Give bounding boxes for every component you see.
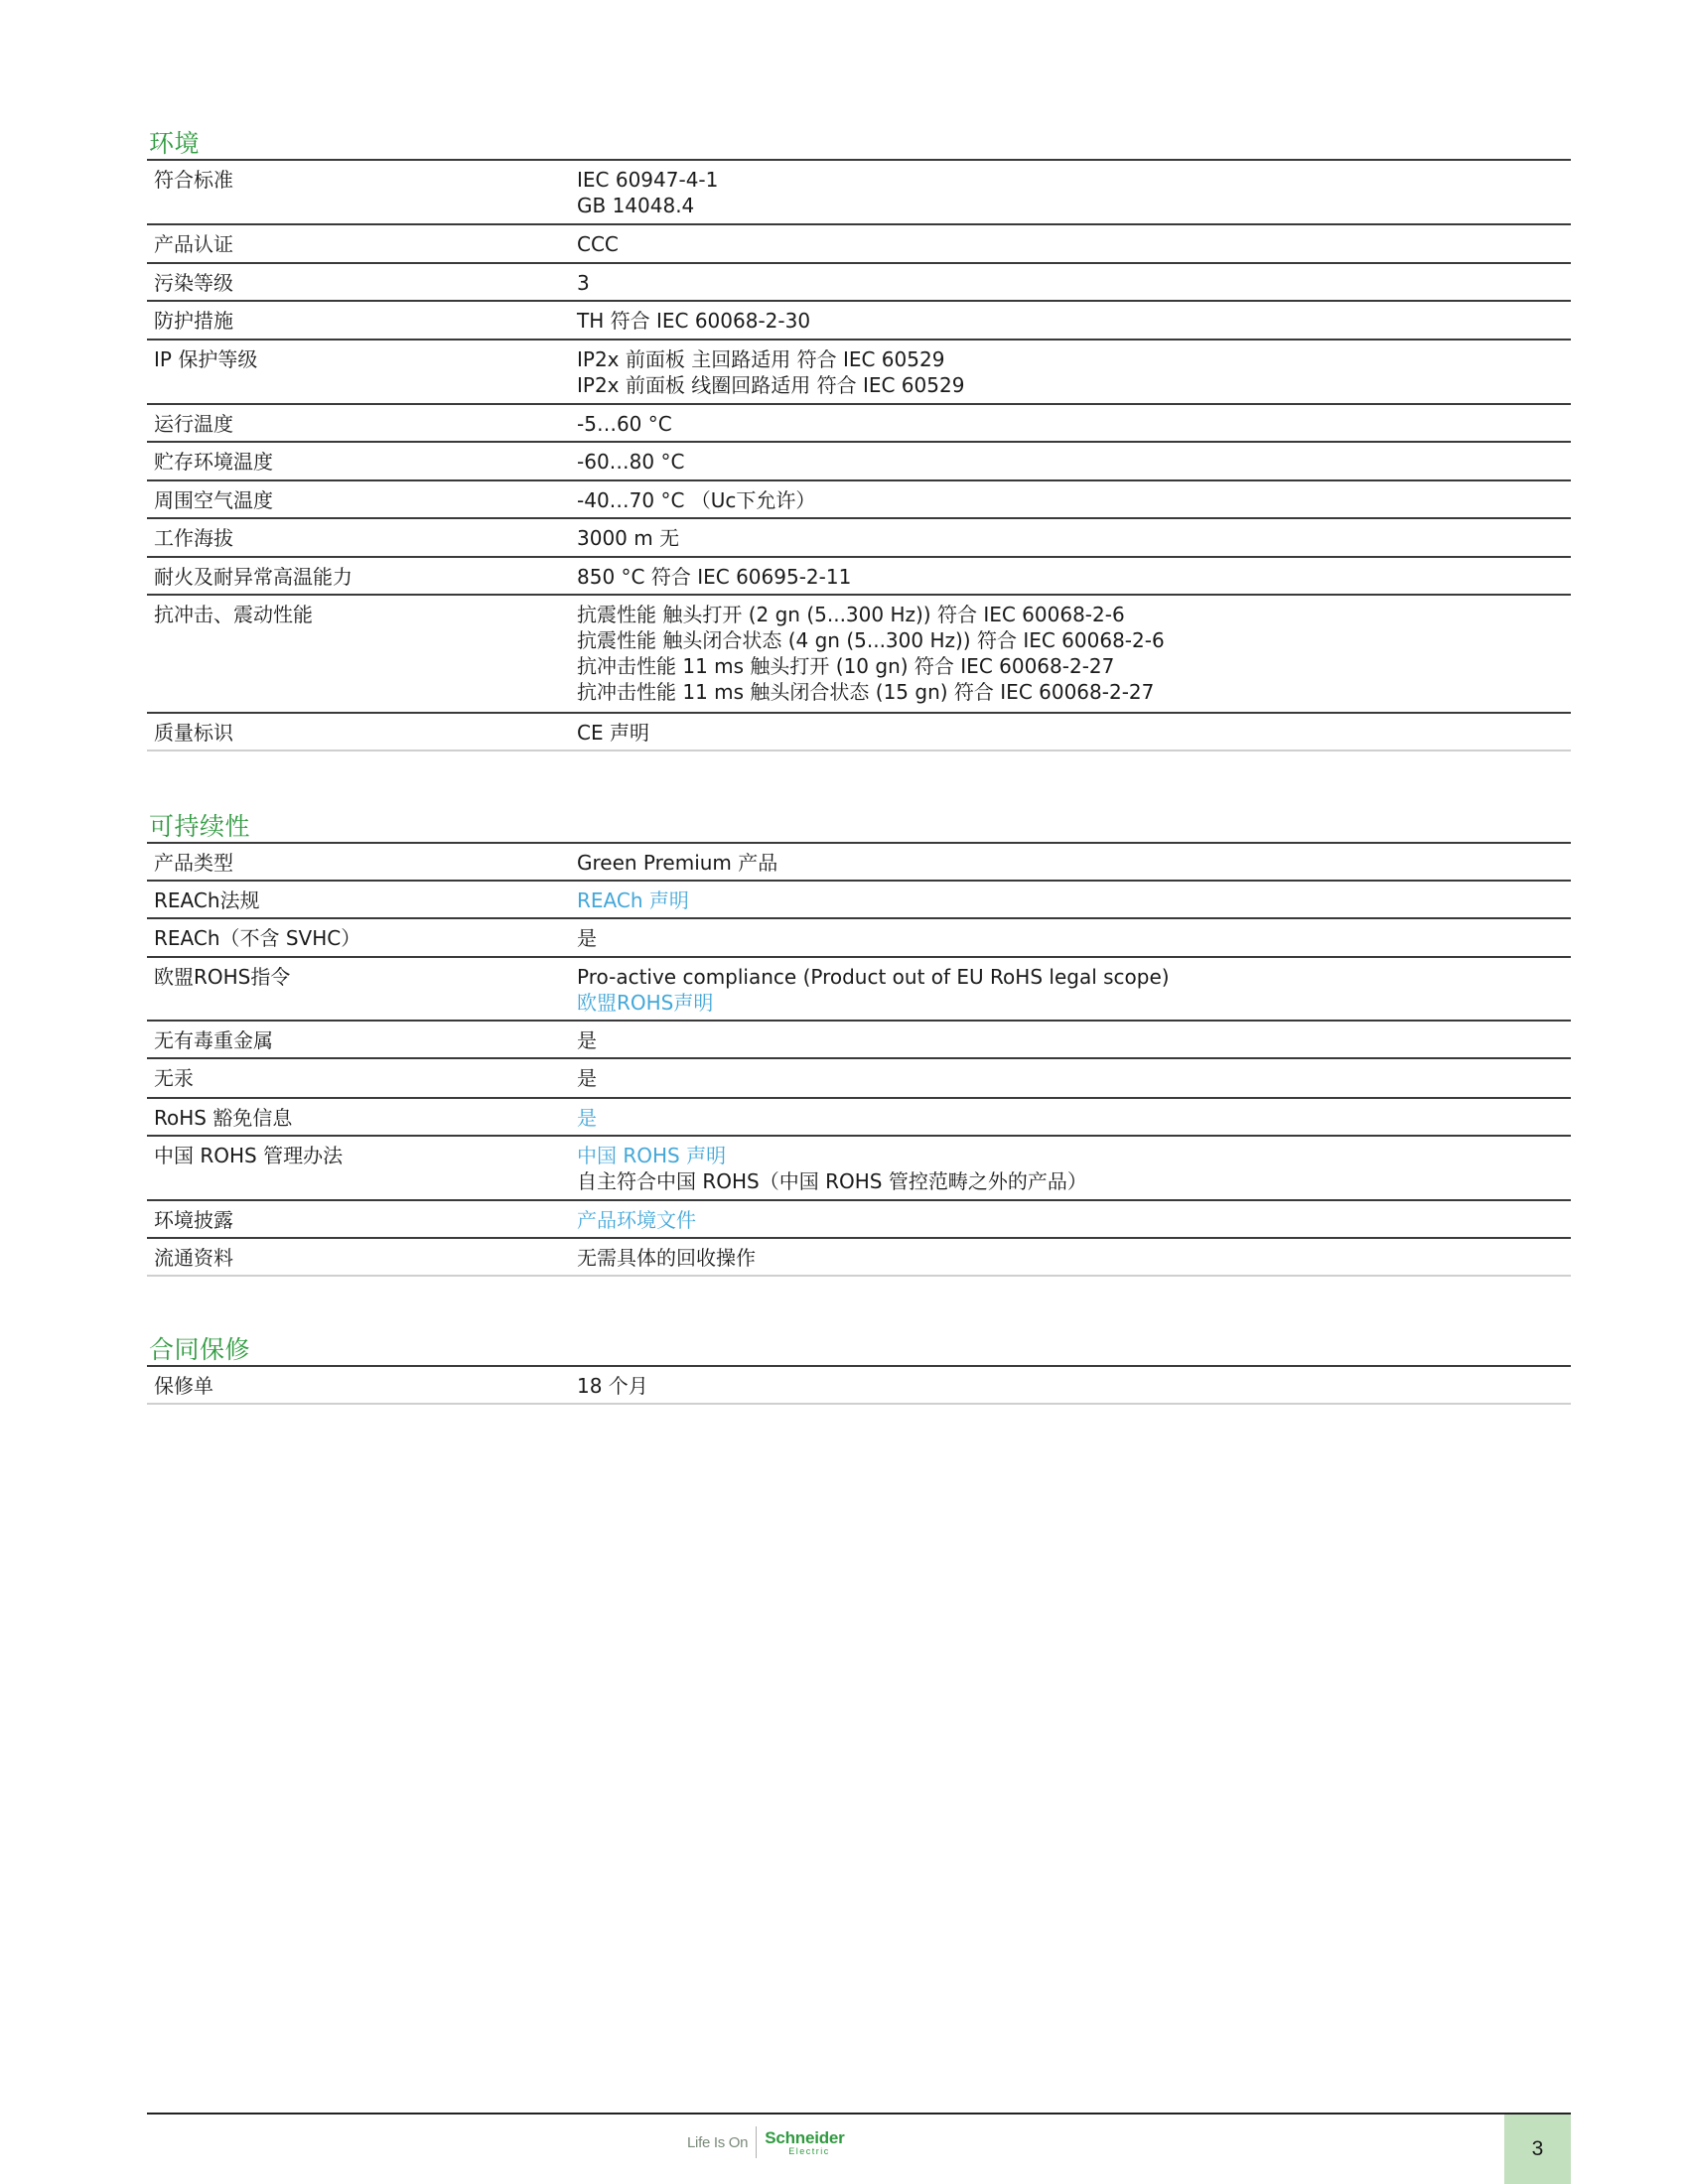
row-label: 贮存环境温度 <box>154 450 273 474</box>
logo-divider <box>756 2126 757 2158</box>
value-line: 自主符合中国 ROHS（中国 ROHS 管控范畴之外的产品） <box>577 1169 1087 1193</box>
value-line: 抗震性能 触头闭合状态 (4 gn (5...300 Hz)) 符合 IEC 60068-2-6 <box>577 628 1165 652</box>
row-label: 质量标识 <box>154 721 233 745</box>
value-line: IP2x 前面板 线圈回路适用 符合 IEC 60529 <box>577 373 965 397</box>
row-value <box>577 308 1571 334</box>
row-label: 运行温度 <box>154 412 233 436</box>
row-label: 周围空气温度 <box>154 488 273 512</box>
value-line: CE 声明 <box>577 721 649 745</box>
value-line: -40…70 °C （Uc下允许） <box>577 488 816 512</box>
row-value <box>577 564 1571 589</box>
page-number: 3 <box>1504 2115 1571 2184</box>
value-line: 抗冲击性能 11 ms 触头打开 (10 gn) 符合 IEC 60068-2-27 <box>577 654 1115 678</box>
row-label: 环境披露 <box>154 1208 233 1232</box>
table-row <box>147 1239 1571 1277</box>
value-line: IEC 60947-4-1 <box>577 168 719 192</box>
section-sustainability <box>147 812 1571 1277</box>
table-row <box>147 341 1571 405</box>
row-value <box>577 925 1571 951</box>
table-row <box>147 919 1571 958</box>
section-environment <box>147 129 1571 751</box>
row-label: IP 保护等级 <box>154 347 258 371</box>
spec-table <box>147 159 1571 751</box>
row-value <box>577 720 1571 745</box>
row-label: 工作海拔 <box>154 526 233 550</box>
row-label: 无汞 <box>154 1066 194 1090</box>
reach-declaration-link[interactable]: REACh 声明 <box>577 888 689 912</box>
table-row <box>147 519 1571 558</box>
table-row <box>147 405 1571 443</box>
row-label: 耐火及耐异常高温能力 <box>154 565 352 589</box>
value-line: 无需具体的回收操作 <box>577 1246 756 1270</box>
table-row <box>147 1201 1571 1239</box>
row-label: 符合标准 <box>154 168 233 192</box>
table-row <box>147 264 1571 302</box>
schneider-logo <box>687 2124 845 2160</box>
row-value <box>577 1065 1571 1092</box>
row-value <box>577 1143 1571 1194</box>
brand-name: Schneider <box>765 2127 845 2147</box>
table-row <box>147 844 1571 882</box>
table-row <box>147 161 1571 225</box>
value-line: TH 符合 IEC 60068-2-30 <box>577 309 811 333</box>
china-rohs-declaration-link[interactable]: 中国 ROHS 声明 <box>577 1144 727 1167</box>
eu-rohs-declaration-link[interactable]: 欧盟ROHS声明 <box>577 991 714 1015</box>
row-label: REACh（不含 SVHC） <box>154 926 361 950</box>
table-row <box>147 1022 1571 1059</box>
row-label: REACh法规 <box>154 888 260 912</box>
table-row <box>147 596 1571 714</box>
section-title: 合同保修 <box>149 1335 251 1364</box>
table-row <box>147 882 1571 919</box>
row-value <box>577 167 1571 218</box>
value-line: 是 <box>577 926 597 950</box>
row-value <box>577 411 1571 436</box>
table-row <box>147 443 1571 481</box>
row-label: 产品类型 <box>154 851 233 875</box>
value-line: -5…60 °C <box>577 412 672 436</box>
section-warranty <box>147 1335 1571 1405</box>
row-value <box>577 887 1571 912</box>
value-line: Pro-active compliance (Product out of EU RoHS legal scope) <box>577 965 1170 989</box>
spec-table <box>147 842 1571 1277</box>
table-row <box>147 1059 1571 1099</box>
row-value <box>577 231 1571 257</box>
product-environment-file-link[interactable]: 产品环境文件 <box>577 1208 696 1232</box>
row-label: 抗冲击、震动性能 <box>154 603 313 626</box>
value-line: CCC <box>577 232 619 256</box>
value-line: 是 <box>577 1028 597 1052</box>
row-label: 保修单 <box>154 1374 213 1398</box>
brand-sub: Electric <box>788 2145 830 2156</box>
row-value <box>577 964 1571 1015</box>
value-line: 3 <box>577 271 590 295</box>
row-value <box>577 270 1571 295</box>
brand-wordmark <box>765 2129 844 2156</box>
value-line: 850 °C 符合 IEC 60695-2-11 <box>577 565 852 589</box>
row-value <box>577 850 1571 875</box>
value-line: 3000 m 无 <box>577 526 680 550</box>
row-label: 污染等级 <box>154 271 233 295</box>
table-row <box>147 1367 1571 1405</box>
life-is-on-tagline: Life Is On <box>687 2133 749 2151</box>
table-row <box>147 714 1571 751</box>
row-value <box>577 602 1571 707</box>
value-line: -60…80 °C <box>577 450 685 474</box>
row-label: 欧盟ROHS指令 <box>154 965 291 989</box>
table-row <box>147 1137 1571 1201</box>
table-row <box>147 958 1571 1022</box>
section-title: 可持续性 <box>149 812 251 841</box>
row-value <box>577 449 1571 475</box>
row-value <box>577 487 1571 512</box>
row-label: 中国 ROHS 管理办法 <box>154 1144 344 1167</box>
table-row <box>147 558 1571 596</box>
row-label: 无有毒重金属 <box>154 1028 273 1052</box>
row-value <box>577 346 1571 398</box>
table-row <box>147 302 1571 341</box>
value-line: 抗冲击性能 11 ms 触头闭合状态 (15 gn) 符合 IEC 60068-2-27 <box>577 680 1155 704</box>
row-value <box>577 1245 1571 1270</box>
row-label: 流通资料 <box>154 1246 233 1270</box>
row-label: 防护措施 <box>154 309 233 333</box>
table-row <box>147 1099 1571 1137</box>
rohs-exemption-link[interactable]: 是 <box>577 1106 597 1130</box>
row-label: RoHS 豁免信息 <box>154 1106 293 1130</box>
value-line: IP2x 前面板 主回路适用 符合 IEC 60529 <box>577 347 945 371</box>
table-row <box>147 225 1571 264</box>
row-value <box>577 1105 1571 1130</box>
row-value <box>577 1207 1571 1232</box>
spec-table <box>147 1365 1571 1405</box>
value-line: 是 <box>577 1066 597 1090</box>
row-value <box>577 1027 1571 1052</box>
value-line: 18 个月 <box>577 1374 648 1398</box>
footer-divider <box>147 2113 1571 2115</box>
row-value <box>577 525 1571 551</box>
value-line: Green Premium 产品 <box>577 851 778 875</box>
section-title: 环境 <box>149 129 201 158</box>
row-value <box>577 1373 1571 1398</box>
row-label: 产品认证 <box>154 232 233 256</box>
value-line: 抗震性能 触头打开 (2 gn (5...300 Hz)) 符合 IEC 60068-2-6 <box>577 603 1125 626</box>
table-row <box>147 481 1571 519</box>
value-line: GB 14048.4 <box>577 194 695 217</box>
